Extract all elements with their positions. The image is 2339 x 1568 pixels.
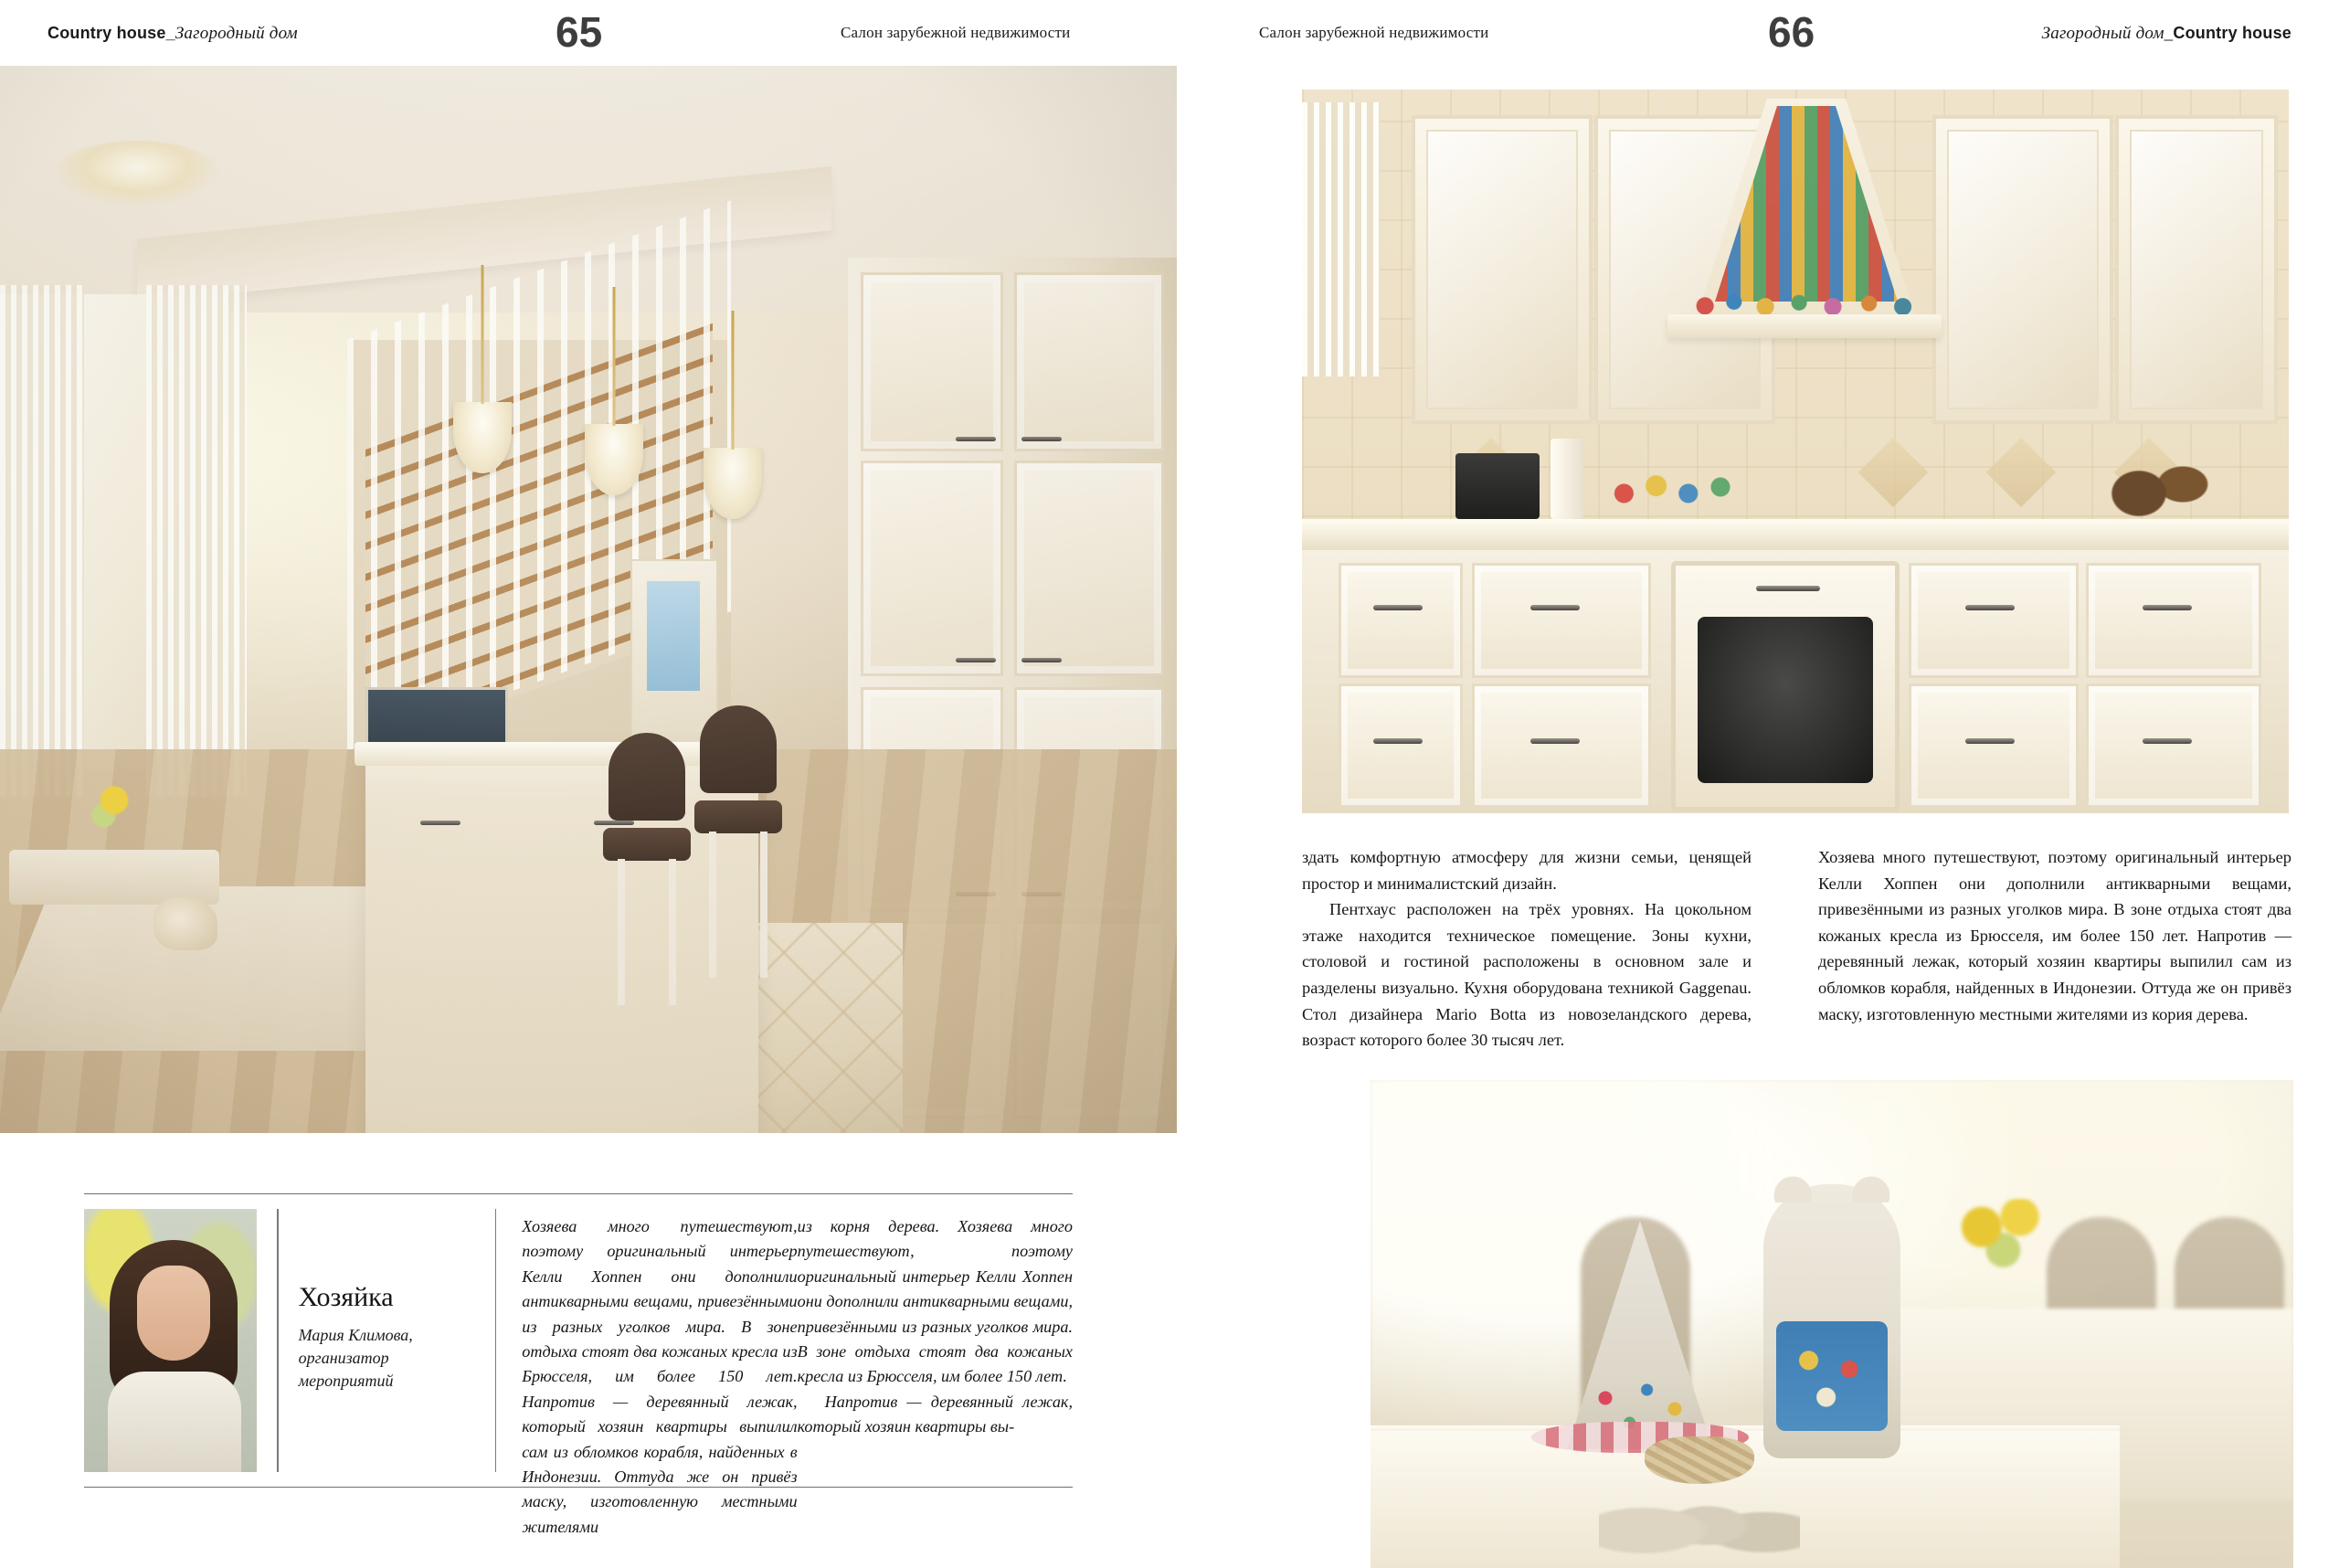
sidebar-divider-1 xyxy=(277,1209,278,1472)
sidebar-text-column-1 xyxy=(522,1194,798,1536)
running-head-left-brand-italic: Загородный дом xyxy=(175,24,298,43)
base-cabinet-door xyxy=(1472,683,1651,808)
cabinet-handle xyxy=(1373,605,1423,610)
running-head-center-right: Салон зарубежной недвижимости xyxy=(1259,24,1489,41)
folio-left: 65 xyxy=(556,8,603,56)
cat-figurine-shirt-pattern xyxy=(1783,1334,1880,1422)
cabinet-glass-pane xyxy=(1947,130,2099,409)
hostess-sidebar xyxy=(84,1193,1073,1536)
portrait-body xyxy=(108,1372,241,1472)
running-head-left xyxy=(48,24,298,44)
body-paragraph: Хозяева много путешествуют, поэтому оригинальный интерьер Келли Хоппен они дополнили антикварными вещами, привезёнными из разных уголков мира. В зоне отдыха стоят два кожаных кресла из Брюсселя, им более 150 лет. Напротив — деревянный лежак, который хозяин квартиры выпилил сам из обломков корабля, найденных в Индонезии. Оттуда же он привёз маску, изготовленную местными жителями из кория дерева. xyxy=(1818,848,2291,1023)
sidebar-paragraph: Хозяева много путешествуют, поэтому оригинальный интерьер Келли Хоппен они дополнили антикварными вещами, привезёнными из разных уголков мира. В зоне отдыха стоят два кожаных кресла из Брюсселя, им более 150 лет. Напротив — деревянный лежак, который хозяин квартиры выпилил сам из обломков корабля, найденных в Индонезии. Оттуда же он привёз маску, изготовленную местными жителями xyxy=(522,1217,798,1536)
glass-wall-cabinet xyxy=(2115,115,2278,424)
cabinet-handle xyxy=(1373,738,1423,744)
tulip-bouquet xyxy=(1946,1199,2065,1327)
built-in-oven xyxy=(1671,561,1900,811)
photo-vignette xyxy=(0,66,1177,1133)
cabinet-glass-pane xyxy=(2130,130,2263,409)
folio-right: 66 xyxy=(1768,8,1815,56)
hostess-portrait xyxy=(84,1209,257,1472)
cabinet-handle xyxy=(2143,738,2192,744)
shelf-trinkets xyxy=(1686,278,1927,318)
running-head-right xyxy=(2042,24,2291,44)
running-head-left-brand-bold: Country house_ xyxy=(48,24,175,42)
glass-wall-cabinet xyxy=(1932,115,2113,424)
small-ceramic-items xyxy=(1599,1473,1800,1555)
sidebar-divider-2 xyxy=(495,1209,496,1472)
wooden-figurines xyxy=(2106,429,2216,521)
coffee-machine xyxy=(1455,453,1540,519)
cat-figurine-ears xyxy=(1771,1166,1893,1202)
running-head-center-left: Салон зарубежной недвижимости xyxy=(841,24,1071,41)
base-cabinet-drawer xyxy=(1909,563,2079,678)
cabinet-glass-pane xyxy=(1426,130,1578,409)
running-head-right-brand-bold: Country house xyxy=(2173,24,2291,42)
base-cabinet-door xyxy=(2086,683,2261,808)
cabinet-handle xyxy=(1530,605,1580,610)
sidebar-text-column-2 xyxy=(798,1194,1073,1487)
cabinet-handle xyxy=(2143,605,2192,610)
sidebar-paragraph: Напротив — деревянный лежак, который хозяин квартиры вы- xyxy=(797,1392,1073,1436)
cabinet-handle xyxy=(1530,738,1580,744)
right-page-text-column-1 xyxy=(1302,844,1752,1054)
main-interior-photo xyxy=(0,66,1177,1133)
cabinet-handle xyxy=(1965,605,2015,610)
base-cabinet-drawer xyxy=(1472,563,1651,678)
body-paragraph: Пентхаус расположен на трёх уровнях. На цокольном этаже находится техническое помещение. Зоны кухни, столовой и гостиной расположены в основном зале и разделены визуально. Кухня оборудована техникой Gaggenau. Стол дизайнера Mario Botta из новозеландского дерева, возраст которого более 30 тысяч лет. xyxy=(1302,900,1752,1050)
right-page-text-column-2 xyxy=(1818,844,2291,1027)
base-cabinet-door xyxy=(1909,683,2079,808)
running-head-right-brand-italic: Загородный дом_ xyxy=(2041,24,2174,43)
base-cabinet-drawer xyxy=(1339,563,1463,678)
oven-door-glass xyxy=(1698,617,1873,783)
hood-shelf xyxy=(1667,314,1942,338)
hostess-title-column xyxy=(299,1194,475,1487)
base-cabinet-door xyxy=(1339,683,1463,808)
kitchen-photo xyxy=(1302,90,2289,813)
hostess-title: Хозяйка xyxy=(298,1282,394,1312)
window-curtain xyxy=(1302,102,1381,376)
figurines-photo xyxy=(1371,1080,2293,1568)
paper-towel-holder xyxy=(1551,439,1583,519)
glass-wall-cabinet xyxy=(1412,115,1593,424)
portrait-face xyxy=(137,1266,210,1361)
body-paragraph: здать комфортную атмосферу для жизни семьи, ценящей простор и минималистский дизайн. xyxy=(1302,848,1752,893)
cabinet-handle xyxy=(1965,738,2015,744)
kitchen-countertop xyxy=(1302,519,2289,550)
oven-handle xyxy=(1756,586,1820,591)
sidebar-paragraph: из корня дерева. Хозяева много путешествуют, поэтому оригинальный интерьер Келли Хоппен они дополнили антикварными вещами, привезёнными из разных уголков мира. В зоне отдыха стоят два кожаных кресла из Брюсселя, им более 150 лет. xyxy=(797,1217,1073,1386)
countertop-accessories xyxy=(1603,455,1750,519)
hostess-subtitle: Мария Климова, организатор мероприятий xyxy=(298,1326,413,1390)
base-cabinet-drawer xyxy=(2086,563,2261,678)
